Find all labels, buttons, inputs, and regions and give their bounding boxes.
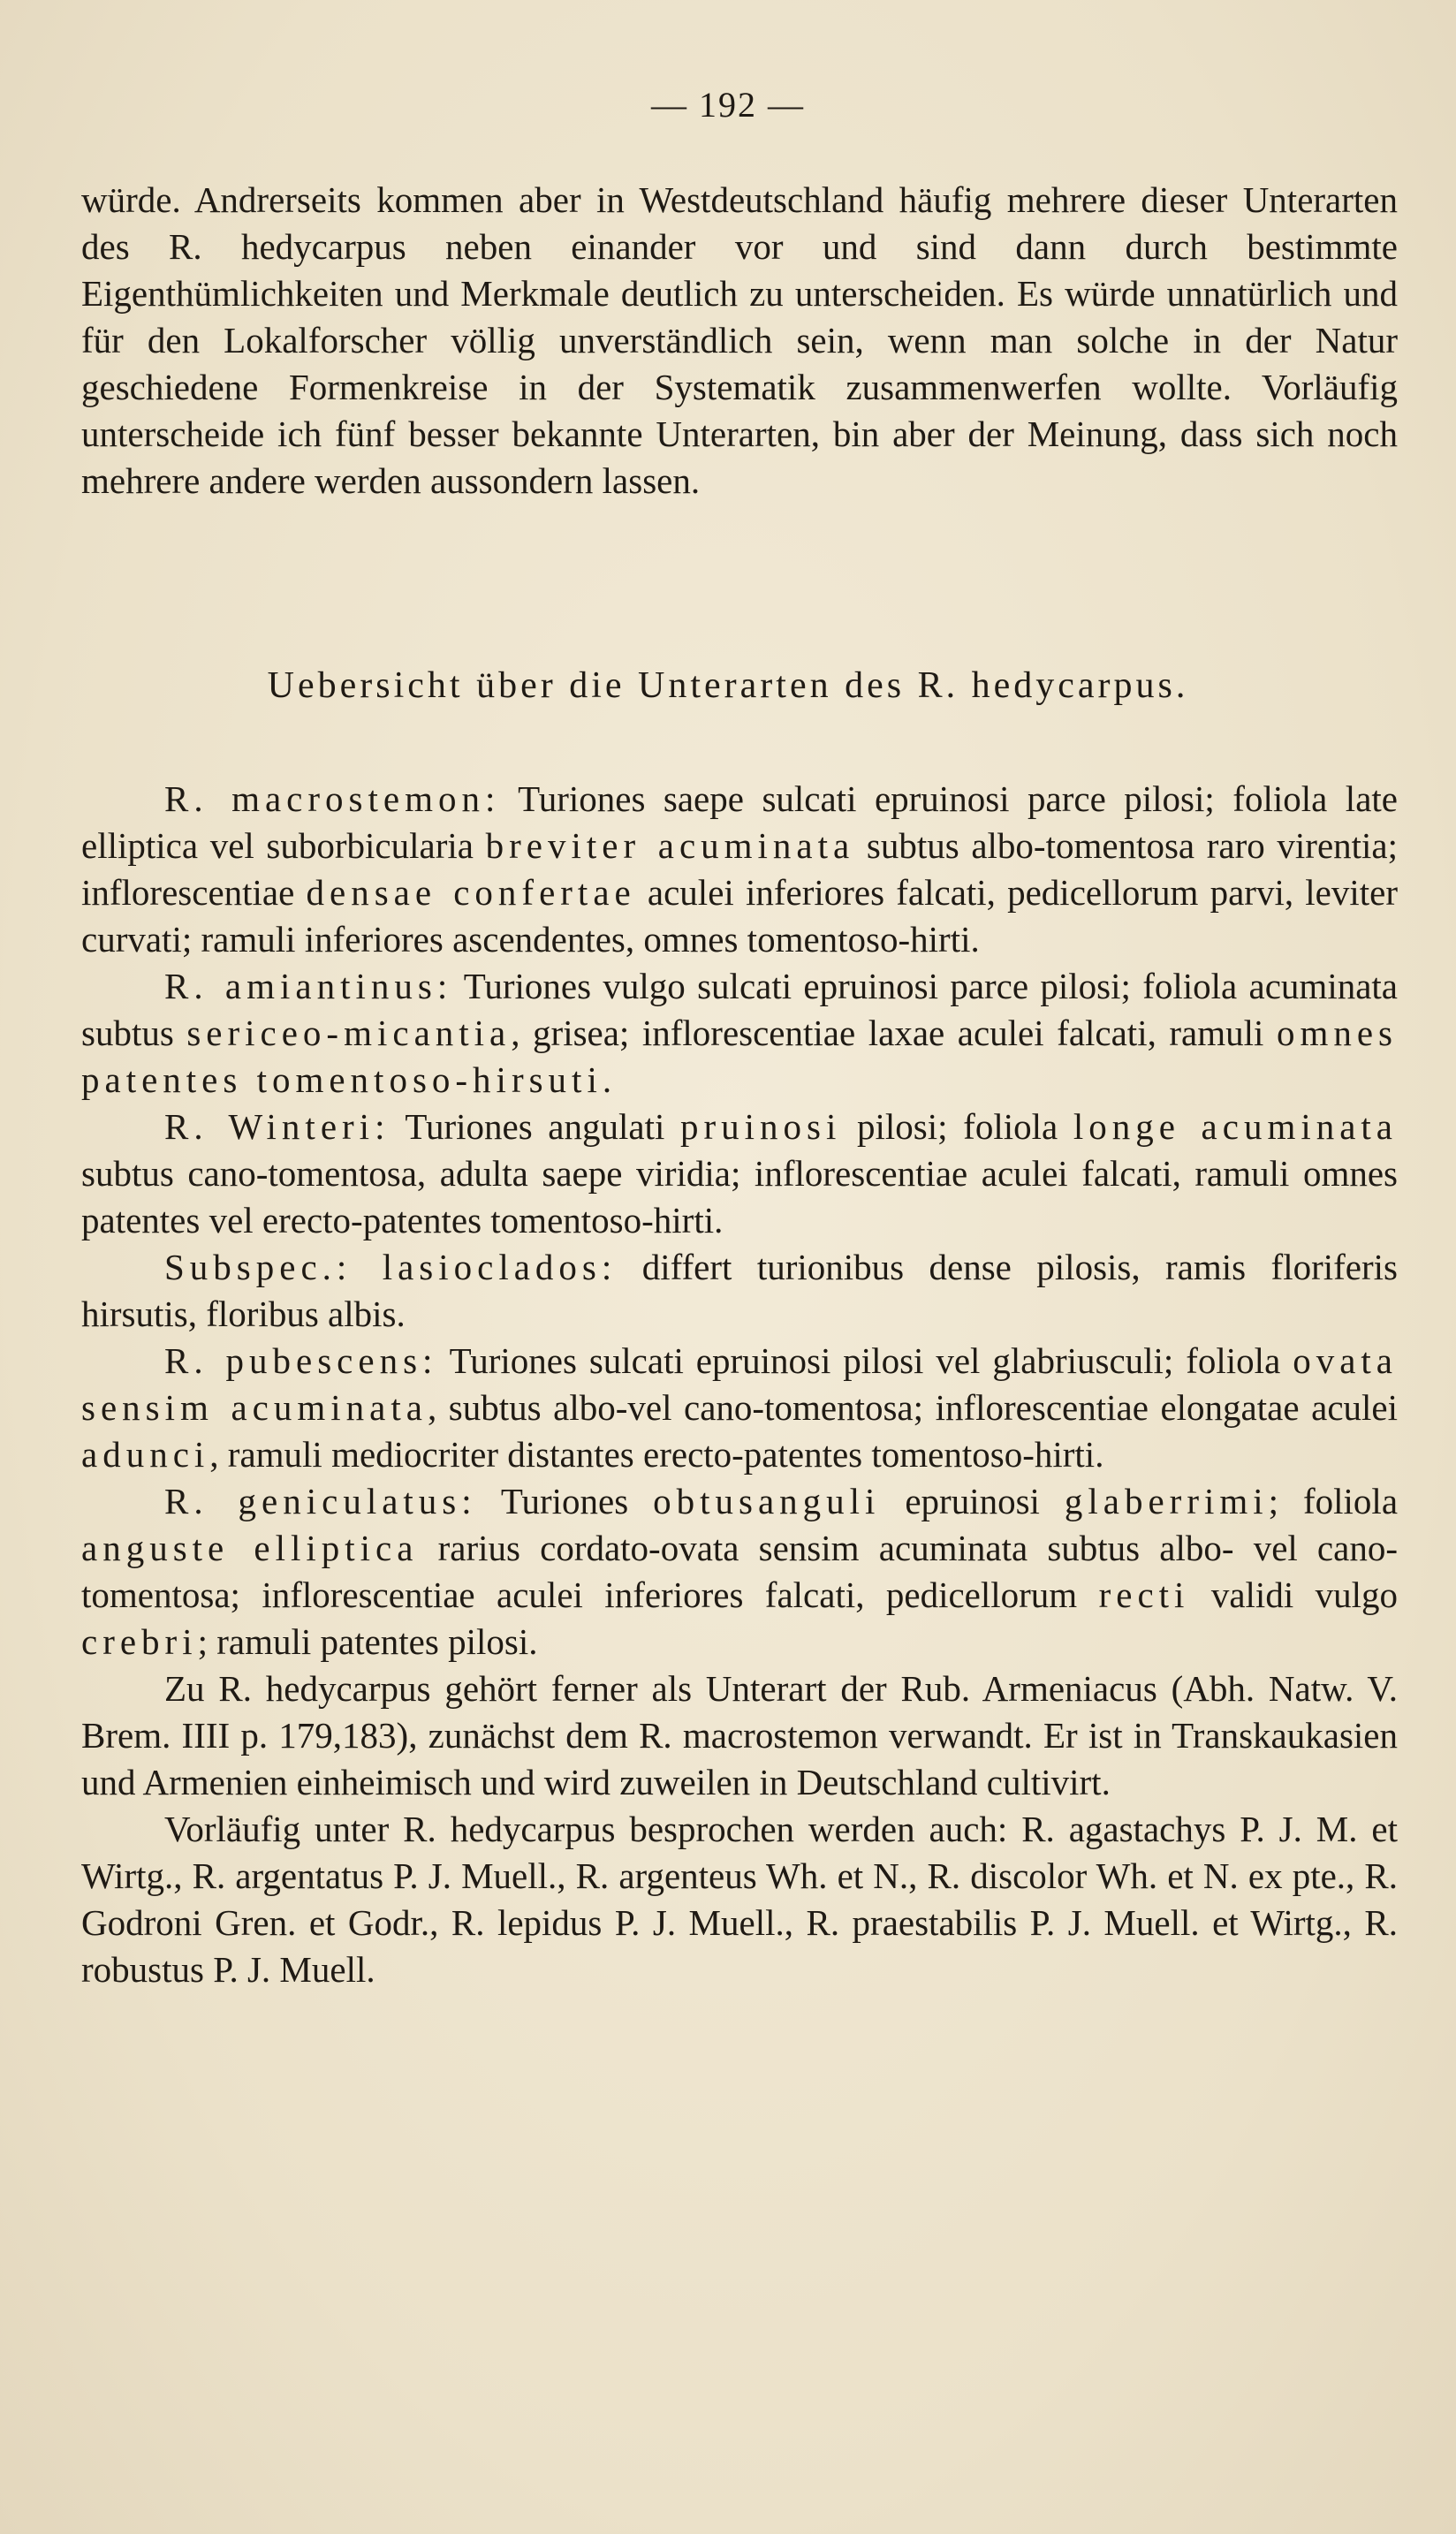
intro-paragraph: würde. Andrerseits kommen aber in Westdeutschland häufig mehrere dieser Unterarten des R. hedycarpus neben einander vor und sind dann durch bestimmte Eigenthümlichkeiten und Merkmale deutlich zu unterscheiden. Es würde unnatürlich und für den Lokalforscher völlig unverständlich sein, wenn man solche in der Natur geschiedene Formenkreise in der Systematik zusammenwerfen wollte. Vorläufig unterscheide ich fünf besser bekannte Unterarten, bin aber der Meinung, dass sich noch mehrere andere werden aussondern lassen. — [81, 179, 1398, 501]
description-text: rarius cordato-ovata sensim acuminata subtus albo- vel cano-tomentosa; inflorescentiae aculei inferiores falcati, pedicellorum — [81, 1528, 1398, 1615]
spaced-emphasis-text: anguste elliptica — [81, 1528, 419, 1568]
subspecies-name: R. macrostemon: — [164, 778, 501, 819]
description-text: Turiones vulgo sulcati epruinosi parce pilosi; foliola acuminata subtus — [81, 966, 1398, 1053]
spaced-emphasis-text: crebri — [81, 1621, 198, 1662]
description-text: ; ramuli patentes pilosi. — [197, 1621, 538, 1662]
armeniacus-paragraph: Zu R. hedycarpus gehört ferner als Unterart der Rub. Armeniacus (Abh. Natw. V. Brem. IIII p. 179,183), zunächst dem R. macrostemon verwandt. Er ist in Transkaukasien und Armenien einheimisch und wird zuweilen in Deutschland cultivirt. — [81, 1668, 1398, 1802]
subspecies-list — [81, 776, 1398, 1993]
subspecies-entry — [81, 776, 1398, 963]
subspecies-entry — [81, 963, 1398, 1104]
description-text: ; foliola — [1268, 1481, 1399, 1521]
spaced-emphasis-text: longe acuminata — [1073, 1106, 1399, 1147]
description-text: . — [602, 1059, 612, 1100]
subspecies-entry — [81, 1338, 1398, 1478]
subspecies-name: Subspec.: lasioclados: — [164, 1247, 618, 1287]
description-text: pilosi; foliola — [841, 1106, 1073, 1147]
intro-paragraph-block — [81, 177, 1398, 505]
description-text: Turiones saepe sulcati epruinosi parce pilosi; foliola late elliptica vel suborbicularia — [81, 778, 1398, 866]
subspecies-name: R. geniculatus: — [164, 1481, 477, 1521]
related-species-paragraph: Vorläufig unter R. hedycarpus besprochen werden auch: R. agastachys P. J. M. et Wirtg., R. argentatus P. J. Muell., R. argenteus Wh. et N., R. discolor Wh. et N. ex pte., R. Godroni Gren. et Godr., R. lepidus P. J. Muell., R. praestabilis P. J. Muell. et Wirtg., R. robustus P. J. Muell. — [81, 1809, 1398, 1990]
spaced-emphasis-text: recti — [1098, 1574, 1190, 1615]
subspecies-entry — [81, 1478, 1398, 1665]
description-text: epruinosi — [880, 1481, 1065, 1521]
page-number: — 192 — — [651, 85, 805, 125]
subspecies-name: R. Winteri: — [164, 1106, 391, 1147]
description-text: Turiones angulati — [390, 1106, 680, 1147]
spaced-emphasis-text: breviter acuminata — [485, 825, 855, 866]
spaced-emphasis-text: densae confertae — [306, 872, 636, 913]
description-text: Turiones — [476, 1481, 654, 1521]
spaced-emphasis-text: glaberrimi — [1064, 1481, 1269, 1521]
description-text: subtus albo-tomentosa raro virentia; inflorescentiae — [81, 825, 1399, 913]
description-text: subtus cano-tomentosa, adulta saepe viridia; inflorescentiae aculei falcati, ramuli omnes patentes vel erecto-patentes tomentoso-hirti. — [81, 1153, 1398, 1240]
section-heading: Uebersicht über die Unterarten des R. hedycarpus. — [267, 665, 1189, 706]
spaced-emphasis-text: sericeo-micantia — [186, 1013, 512, 1053]
subspecies-entry — [81, 1244, 1398, 1338]
entry-list — [81, 776, 1398, 1665]
description-text: aculei inferiores falcati, pedicellorum parvi, leviter curvati; ramuli inferiores ascendentes, omnes tomentoso-hirti. — [81, 872, 1398, 960]
subspecies-name: R. pubescens: — [164, 1340, 438, 1381]
spaced-emphasis-text: ovata sensim acuminata — [81, 1340, 1398, 1428]
description-text: validi vulgo — [1189, 1574, 1399, 1615]
spaced-emphasis-text: omnes patentes tomentoso-hirsuti — [81, 1013, 1398, 1100]
description-text: differt turionibus dense pilosis, ramis floriferis hirsutis, floribus albis. — [81, 1247, 1398, 1334]
description-text: Turiones sulcati epruinosi pilosi vel glabriusculi; foliola — [437, 1340, 1293, 1381]
spaced-emphasis-text: obtusanguli — [653, 1481, 881, 1521]
subspecies-name: R. amiantinus: — [164, 966, 453, 1006]
spaced-emphasis-text: pruinosi — [679, 1106, 842, 1147]
description-text: , subtus albo-vel cano-tomentosa; inflorescentiae elongatae aculei — [427, 1387, 1398, 1428]
spaced-emphasis-text: adunci — [81, 1434, 210, 1475]
subspecies-entry — [81, 1104, 1398, 1244]
description-text: , grisea; inflorescentiae laxae aculei falcati, ramuli — [511, 1013, 1277, 1053]
description-text: , ramuli mediocriter distantes erecto-patentes tomentoso-hirti. — [209, 1434, 1104, 1475]
